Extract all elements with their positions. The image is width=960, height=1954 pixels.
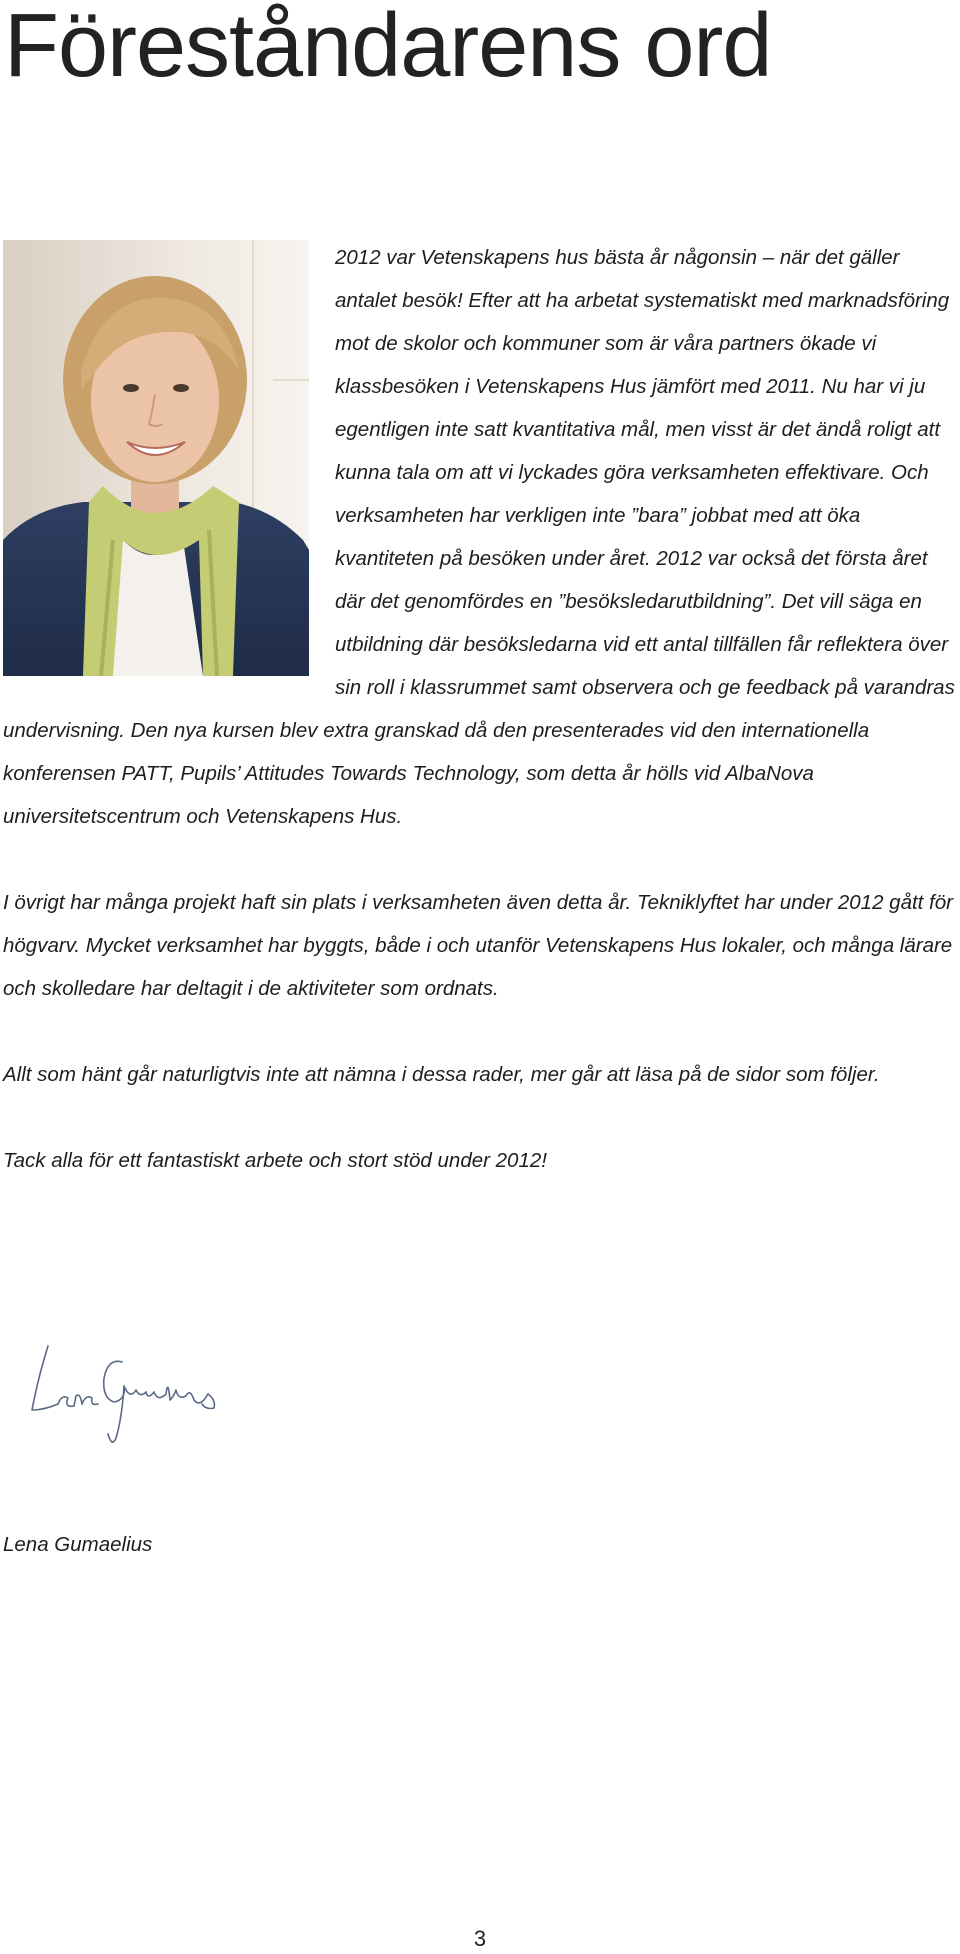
paragraph-thanks: Tack alla för ett fantastiskt arbete och stort stöd under 2012! [3, 1149, 547, 1172]
article-body [3, 236, 958, 1182]
page-title: Föreståndarens ord [4, 0, 772, 96]
paragraph-spacer [3, 838, 958, 881]
paragraph-spacer [3, 1010, 958, 1053]
paragraph-more-info: Allt som hänt går naturligtvis inte att nämna i dessa rader, mer går att läsa på de sidor som följer. [3, 1063, 880, 1086]
paragraph-spacer [3, 1096, 958, 1139]
signatory-name: Lena Gumaelius [3, 1533, 153, 1556]
paragraph-projects: I övrigt har många projekt haft sin plats i verksamheten även detta år. Tekniklyftet har under 2012 gått för högvarv. Mycket verksamhet har byggts, både i och utanför Vetenskapens Hus lokaler, och många lärare och skolledare har deltagit i de aktiviteter som ordnats. [3, 891, 953, 1000]
portrait-photo [3, 240, 309, 676]
handwritten-signature [18, 1338, 238, 1448]
paragraph-intro: 2012 var Vetenskapens hus bästa år någonsin – när det gäller antalet besök! Efter att ha arbetat systematiskt med marknadsföring mot de skolor och kommuner som är våra partners ökade vi klassbesöken i Vetenskapens Hus jämfört med 2011. Nu har vi ju egentligen inte satt kvantitativa mål, men visst är det ändå roligt att kunna tala om att vi lyckades göra verksamheten effektivare. Och verksamheten har verkligen inte ”bara” jobbat med att öka kvantiteten på besöken under året. 2012 var också det första året där det genomfördes en ”besöksledarutbildning”. Det vill säga en utbildning där besöksledarna vid ett antal tillfällen får reflektera över sin roll i klassrummet samt observera och ge feedback på varandras undervisning. Den nya kursen blev extra granskad då den presenterades vid den internationella konferensen PATT, Pupils’ Attitudes Towards Technology, som detta år hölls vid AlbaNova universitetscentrum och Vetenskapens Hus. [3, 246, 955, 828]
page-number: 3 [473, 1926, 487, 1951]
